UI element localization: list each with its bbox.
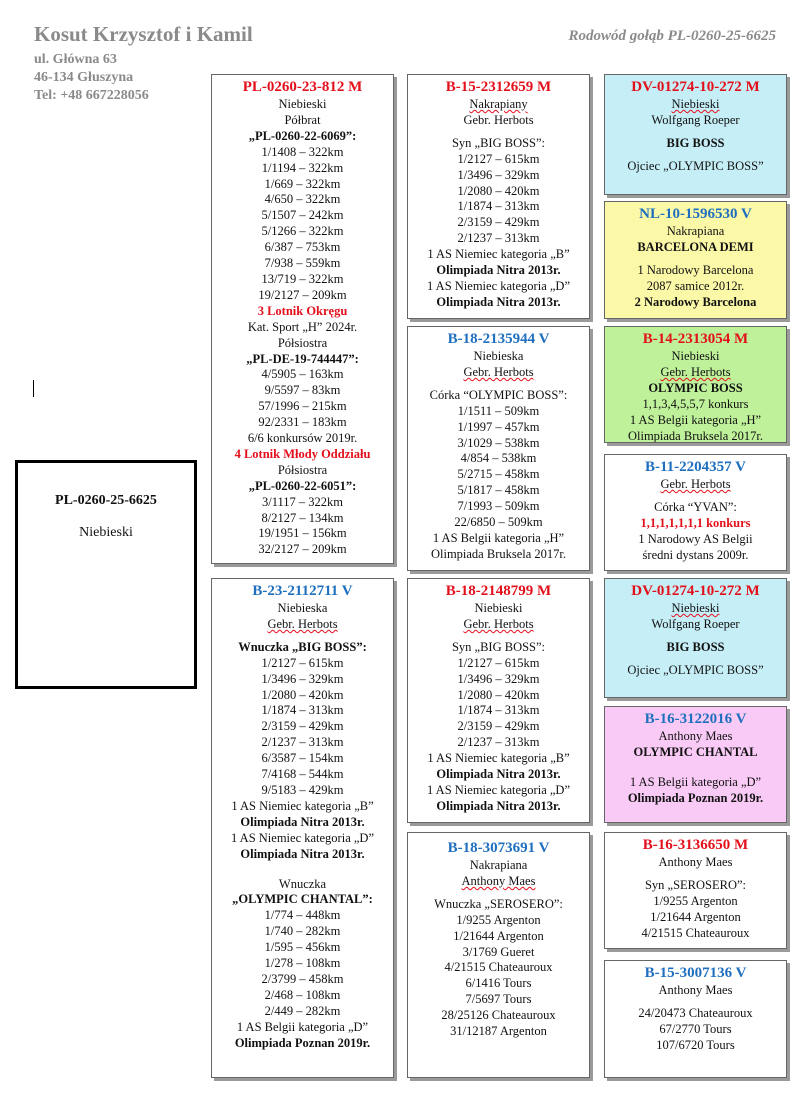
dam-sire-result: 1/2127 – 615km [457, 655, 540, 670]
sire-result: 5/1507 – 242km [261, 208, 344, 223]
sss-ring: DV-01274-10-272 M [631, 79, 760, 95]
sire-dam-line: Córka “OLYMPIC BOSS”: [429, 387, 568, 402]
sire-line: 6/6 konkursów 2019r. [247, 431, 358, 446]
sire-dam-color: Niebieska [473, 349, 524, 363]
dds-result: 1/9255 Argenton [653, 893, 738, 908]
sire-sire-color: Nakrapiany [469, 97, 528, 111]
sire-sire-award: 1 AS Niemiec kategoria „D” [426, 278, 570, 293]
dam-dam-result: 4/21515 Chateauroux [444, 960, 553, 975]
sire-result: 9/5597 – 83km [264, 383, 341, 398]
sire-result: 57/1996 – 215km [258, 399, 347, 414]
sire-dam-result: 1/1997 – 457km [457, 419, 540, 434]
dds-breeder: Anthony Maes [658, 855, 733, 869]
dam-color: Niebieska [277, 601, 328, 615]
sire-dam-result: 22/6850 – 509km [454, 515, 543, 530]
sire-line: Półbrat [284, 112, 321, 127]
dss-name: BIG BOSS [666, 639, 725, 654]
dds-result: 4/21515 Chateauroux [641, 925, 750, 940]
dam-sire-box [407, 578, 590, 823]
sire-sire-box [407, 74, 590, 319]
sire-result: 6/387 – 753km [264, 240, 341, 255]
dam-dam-box [407, 832, 590, 1078]
ssd-award: 2 Narodowy Barcelona [634, 294, 757, 309]
dam-sire-result: 2/3159 – 429km [457, 719, 540, 734]
sire-dam-breeder: Gebr. Herbots [463, 364, 534, 379]
sire-sire-line: Syn „BIG BOSS”: [451, 135, 546, 150]
sire-dam-result: 5/1817 – 458km [457, 483, 540, 498]
ddd-box [604, 960, 787, 1078]
dam-result: 1/2127 – 615km [261, 655, 344, 670]
sire-sire-ring: B-15-2312659 M [445, 79, 552, 95]
sire-result: 32/2127 – 209km [258, 542, 347, 557]
ssd-box [604, 201, 787, 319]
dam-result: 1/774 – 448km [264, 908, 341, 923]
dsd-ring: B-16-3122016 V [644, 711, 747, 727]
ssd-ring: NL-10-1596530 V [639, 206, 752, 222]
dss-box [604, 578, 787, 698]
sire-result: 19/1951 – 156km [258, 526, 347, 541]
sire-result: 5/1266 – 322km [261, 224, 344, 239]
sss-note: Ojciec „OLYMPIC BOSS” [627, 158, 764, 173]
dam-result: 7/4168 – 544km [261, 767, 344, 782]
dam-dam-result: 1/21644 Argenton [453, 928, 544, 943]
subject-ring: PL-0260-25-6625 [55, 493, 157, 508]
sire-line: „PL-0260-22-6051”: [248, 478, 357, 493]
sds-color: Niebieski [671, 349, 720, 363]
sss-box [604, 74, 787, 195]
sss-color: Niebieski [671, 97, 720, 111]
dam-result: 2/3799 – 458km [261, 971, 344, 986]
sire-color: Niebieski [278, 97, 327, 111]
sire-dam-result: 3/1029 – 538km [457, 435, 540, 450]
dds-box [604, 832, 787, 949]
sire-result: 4/650 – 322km [264, 192, 341, 207]
ssd-award: 1 Narodowy Barcelona [637, 262, 754, 277]
sdd-award: średni dystans 2009r. [642, 547, 749, 562]
ddd-breeder: Anthony Maes [658, 983, 733, 997]
dam-line: „OLYMPIC CHANTAL”: [232, 892, 373, 907]
sds-box [604, 326, 787, 443]
dam-sire-breeder: Gebr. Herbots [463, 616, 534, 631]
dam-dam-breeder: Anthony Maes [461, 873, 536, 888]
dam-result: 9/5183 – 429km [261, 782, 344, 797]
sire-line: Kat. Sport „H” 2024r. [247, 319, 358, 334]
dam-line: Wnuczka „BIG BOSS”: [238, 639, 367, 654]
dam-box [211, 578, 394, 1078]
dsd-breeder: Anthony Maes [658, 729, 733, 743]
document-title: Rodowód gołąb PL-0260-25-6625 [568, 28, 776, 44]
subject-box [15, 460, 197, 689]
sss-breeder: Wolfgang Roeper [651, 112, 740, 127]
dam-sire-color: Niebieski [474, 601, 523, 615]
dam-result: 1/595 – 456km [264, 940, 341, 955]
dam-award: Olimpiada Nitra 2013r. [240, 846, 365, 861]
dds-result: 1/21644 Argenton [650, 909, 741, 924]
sire-ring: PL-0260-23-812 M [242, 79, 363, 95]
sire-line: „PL-DE-19-744447”: [246, 351, 359, 366]
ddd-result: 24/20473 Chateauroux [638, 1005, 753, 1020]
sire-sire-result: 1/3496 – 329km [457, 167, 540, 182]
sdd-breeder: Gebr. Herbots [660, 477, 731, 491]
sdd-line: Córka “YVAN”: [654, 499, 737, 514]
sire-result: 1/1194 – 322km [261, 160, 344, 175]
dss-note: Ojciec „OLYMPIC BOSS” [627, 662, 764, 677]
dam-dam-result: 28/25126 Chateauroux [441, 1008, 556, 1023]
ssd-color: Nakrapiana [666, 224, 725, 238]
sdd-award: 1 Narodowy AS Belgii [638, 531, 753, 546]
dam-sire-result: 1/1874 – 313km [457, 703, 540, 718]
sds-name: OLYMPIC BOSS [648, 380, 743, 395]
dam-line: Wnuczka [278, 876, 327, 891]
sire-sire-award: 1 AS Niemiec kategoria „B” [427, 247, 570, 262]
dam-dam-result: 1/9255 Argenton [456, 912, 541, 927]
dam-award: 1 AS Niemiec kategoria „D” [230, 830, 374, 845]
sire-line: Półsiostra [277, 335, 328, 350]
sire-result: 1/669 – 322km [264, 176, 341, 191]
sdd-ring: B-11-2204357 V [645, 459, 746, 475]
sire-sire-result: 2/1237 – 313km [457, 231, 540, 246]
sire-result: 19/2127 – 209km [258, 287, 347, 302]
dam-dam-result: 6/1416 Tours [465, 976, 532, 991]
owner-name: Kosut Krzysztof i Kamil [34, 22, 253, 46]
sds-award: 1 AS Belgii kategoria „H” [629, 412, 762, 427]
sire-dam-result: 7/1993 – 509km [457, 499, 540, 514]
sire-sire-result: 1/2127 – 615km [457, 151, 540, 166]
sire-sire-result: 1/1874 – 313km [457, 199, 540, 214]
sds-result: 1,1,3,4,5,5,7 konkurs [642, 396, 749, 411]
ssd-award: 2087 samice 2012r. [646, 278, 745, 293]
dam-result: 2/449 – 282km [264, 1003, 341, 1018]
ddd-result: 67/2770 Tours [659, 1021, 732, 1036]
dsd-name: OLYMPIC CHANTAL [633, 744, 758, 759]
sds-award: Olimpiada Bruksela 2017r. [627, 428, 764, 443]
sire-sire-award: Olimpiada Nitra 2013r. [436, 263, 561, 278]
dam-sire-award: Olimpiada Nitra 2013r. [436, 767, 561, 782]
dam-award: Olimpiada Nitra 2013r. [240, 814, 365, 829]
dsd-award: Olimpiada Poznan 2019r. [627, 790, 764, 805]
sire-award: 4 Lotnik Młody Oddziału [234, 446, 371, 461]
sire-dam-result: 5/2715 – 458km [457, 467, 540, 482]
sire-award: 3 Lotnik Okręgu [257, 303, 348, 318]
dam-sire-award: 1 AS Niemiec kategoria „B” [427, 751, 570, 766]
sire-result: 1/1408 – 322km [261, 144, 344, 159]
sire-box [211, 74, 394, 564]
sire-sire-award: Olimpiada Nitra 2013r. [436, 294, 561, 309]
dam-result: 2/1237 – 313km [261, 735, 344, 750]
sire-dam-ring: B-18-2135944 V [447, 331, 550, 347]
dam-dam-line: Wnuczka „SEROSERO”: [434, 896, 563, 911]
ddd-ring: B-15-3007136 V [644, 965, 747, 981]
sire-result: 92/2331 – 183km [258, 415, 347, 430]
sire-line: „PL-0260-22-6069”: [248, 128, 357, 143]
sire-dam-box [407, 326, 590, 571]
dam-sire-result: 2/1237 – 313km [457, 735, 540, 750]
dsd-box [604, 706, 787, 823]
dam-result: 2/468 – 108km [264, 987, 341, 1002]
dam-result: 1/3496 – 329km [261, 671, 344, 686]
dam-sire-award: Olimpiada Nitra 2013r. [436, 798, 561, 813]
dam-sire-line: Syn „BIG BOSS”: [451, 639, 546, 654]
ddd-result: 107/6720 Tours [656, 1037, 735, 1052]
dds-line: Syn „SEROSERO”: [644, 877, 747, 892]
dam-result: 2/3159 – 429km [261, 719, 344, 734]
sire-sire-breeder: Gebr. Herbots [463, 112, 534, 127]
owner-city: 46-134 Głuszyna [34, 70, 134, 85]
dam-result: 1/2080 – 420km [261, 687, 344, 702]
sdd-box [604, 454, 787, 571]
dam-ring: B-23-2112711 V [252, 583, 353, 599]
dam-dam-result: 3/1769 Gueret [462, 944, 535, 959]
dss-breeder: Wolfgang Roeper [651, 616, 740, 631]
sire-dam-result: 1/1511 – 509km [457, 403, 540, 418]
owner-street: ul. Główna 63 [34, 52, 117, 67]
sire-dam-award: Olimpiada Bruksela 2017r. [430, 546, 567, 561]
dam-sire-award: 1 AS Niemiec kategoria „D” [426, 782, 570, 797]
dam-breeder: Gebr. Herbots [267, 616, 338, 631]
dss-color: Niebieski [671, 601, 720, 615]
dam-award: 1 AS Belgii kategoria „D” [236, 1019, 369, 1034]
dam-result: 1/278 – 108km [264, 956, 341, 971]
sire-result: 13/719 – 322km [261, 271, 344, 286]
sire-result: 7/938 – 559km [264, 256, 341, 271]
subject-color: Niebieski [79, 525, 133, 540]
dam-dam-ring: B-18-3073691 V [447, 840, 550, 856]
dam-award: Olimpiada Poznan 2019r. [234, 1035, 371, 1050]
sire-sire-result: 2/3159 – 429km [457, 215, 540, 230]
dam-result: 1/1874 – 313km [261, 703, 344, 718]
sire-dam-award: 1 AS Belgii kategoria „H” [432, 530, 565, 545]
owner-phone: Tel: +48 667228056 [34, 88, 149, 103]
dam-dam-color: Nakrapiana [469, 858, 528, 872]
dam-award: 1 AS Niemiec kategoria „B” [231, 798, 374, 813]
dam-result: 1/740 – 282km [264, 924, 341, 939]
sire-result: 4/5905 – 163km [261, 367, 344, 382]
sdd-result: 1,1,1,1,1,1,1 konkurs [640, 515, 751, 530]
sire-dam-result: 4/854 – 538km [460, 451, 537, 466]
sire-line: Półsiostra [277, 462, 328, 477]
sds-breeder: Gebr. Herbots [660, 364, 731, 379]
dam-dam-result: 7/5697 Tours [465, 992, 532, 1007]
dds-ring: B-16-3136650 M [642, 837, 749, 853]
dam-sire-ring: B-18-2148799 M [445, 583, 552, 599]
sire-result: 3/1117 – 322km [261, 494, 344, 509]
dam-sire-result: 1/3496 – 329km [457, 671, 540, 686]
dss-ring: DV-01274-10-272 M [631, 583, 760, 599]
sss-name: BIG BOSS [666, 135, 725, 150]
sire-result: 8/2127 – 134km [261, 510, 344, 525]
text-cursor [33, 380, 34, 397]
dsd-award: 1 AS Belgii kategoria „D” [629, 774, 762, 789]
dam-dam-result: 31/12187 Argenton [450, 1024, 547, 1039]
dam-result: 6/3587 – 154km [261, 751, 344, 766]
sire-sire-result: 1/2080 – 420km [457, 183, 540, 198]
dam-sire-result: 1/2080 – 420km [457, 687, 540, 702]
ssd-name: BARCELONA DEMI [637, 239, 754, 254]
sds-ring: B-14-2313054 M [642, 331, 749, 347]
